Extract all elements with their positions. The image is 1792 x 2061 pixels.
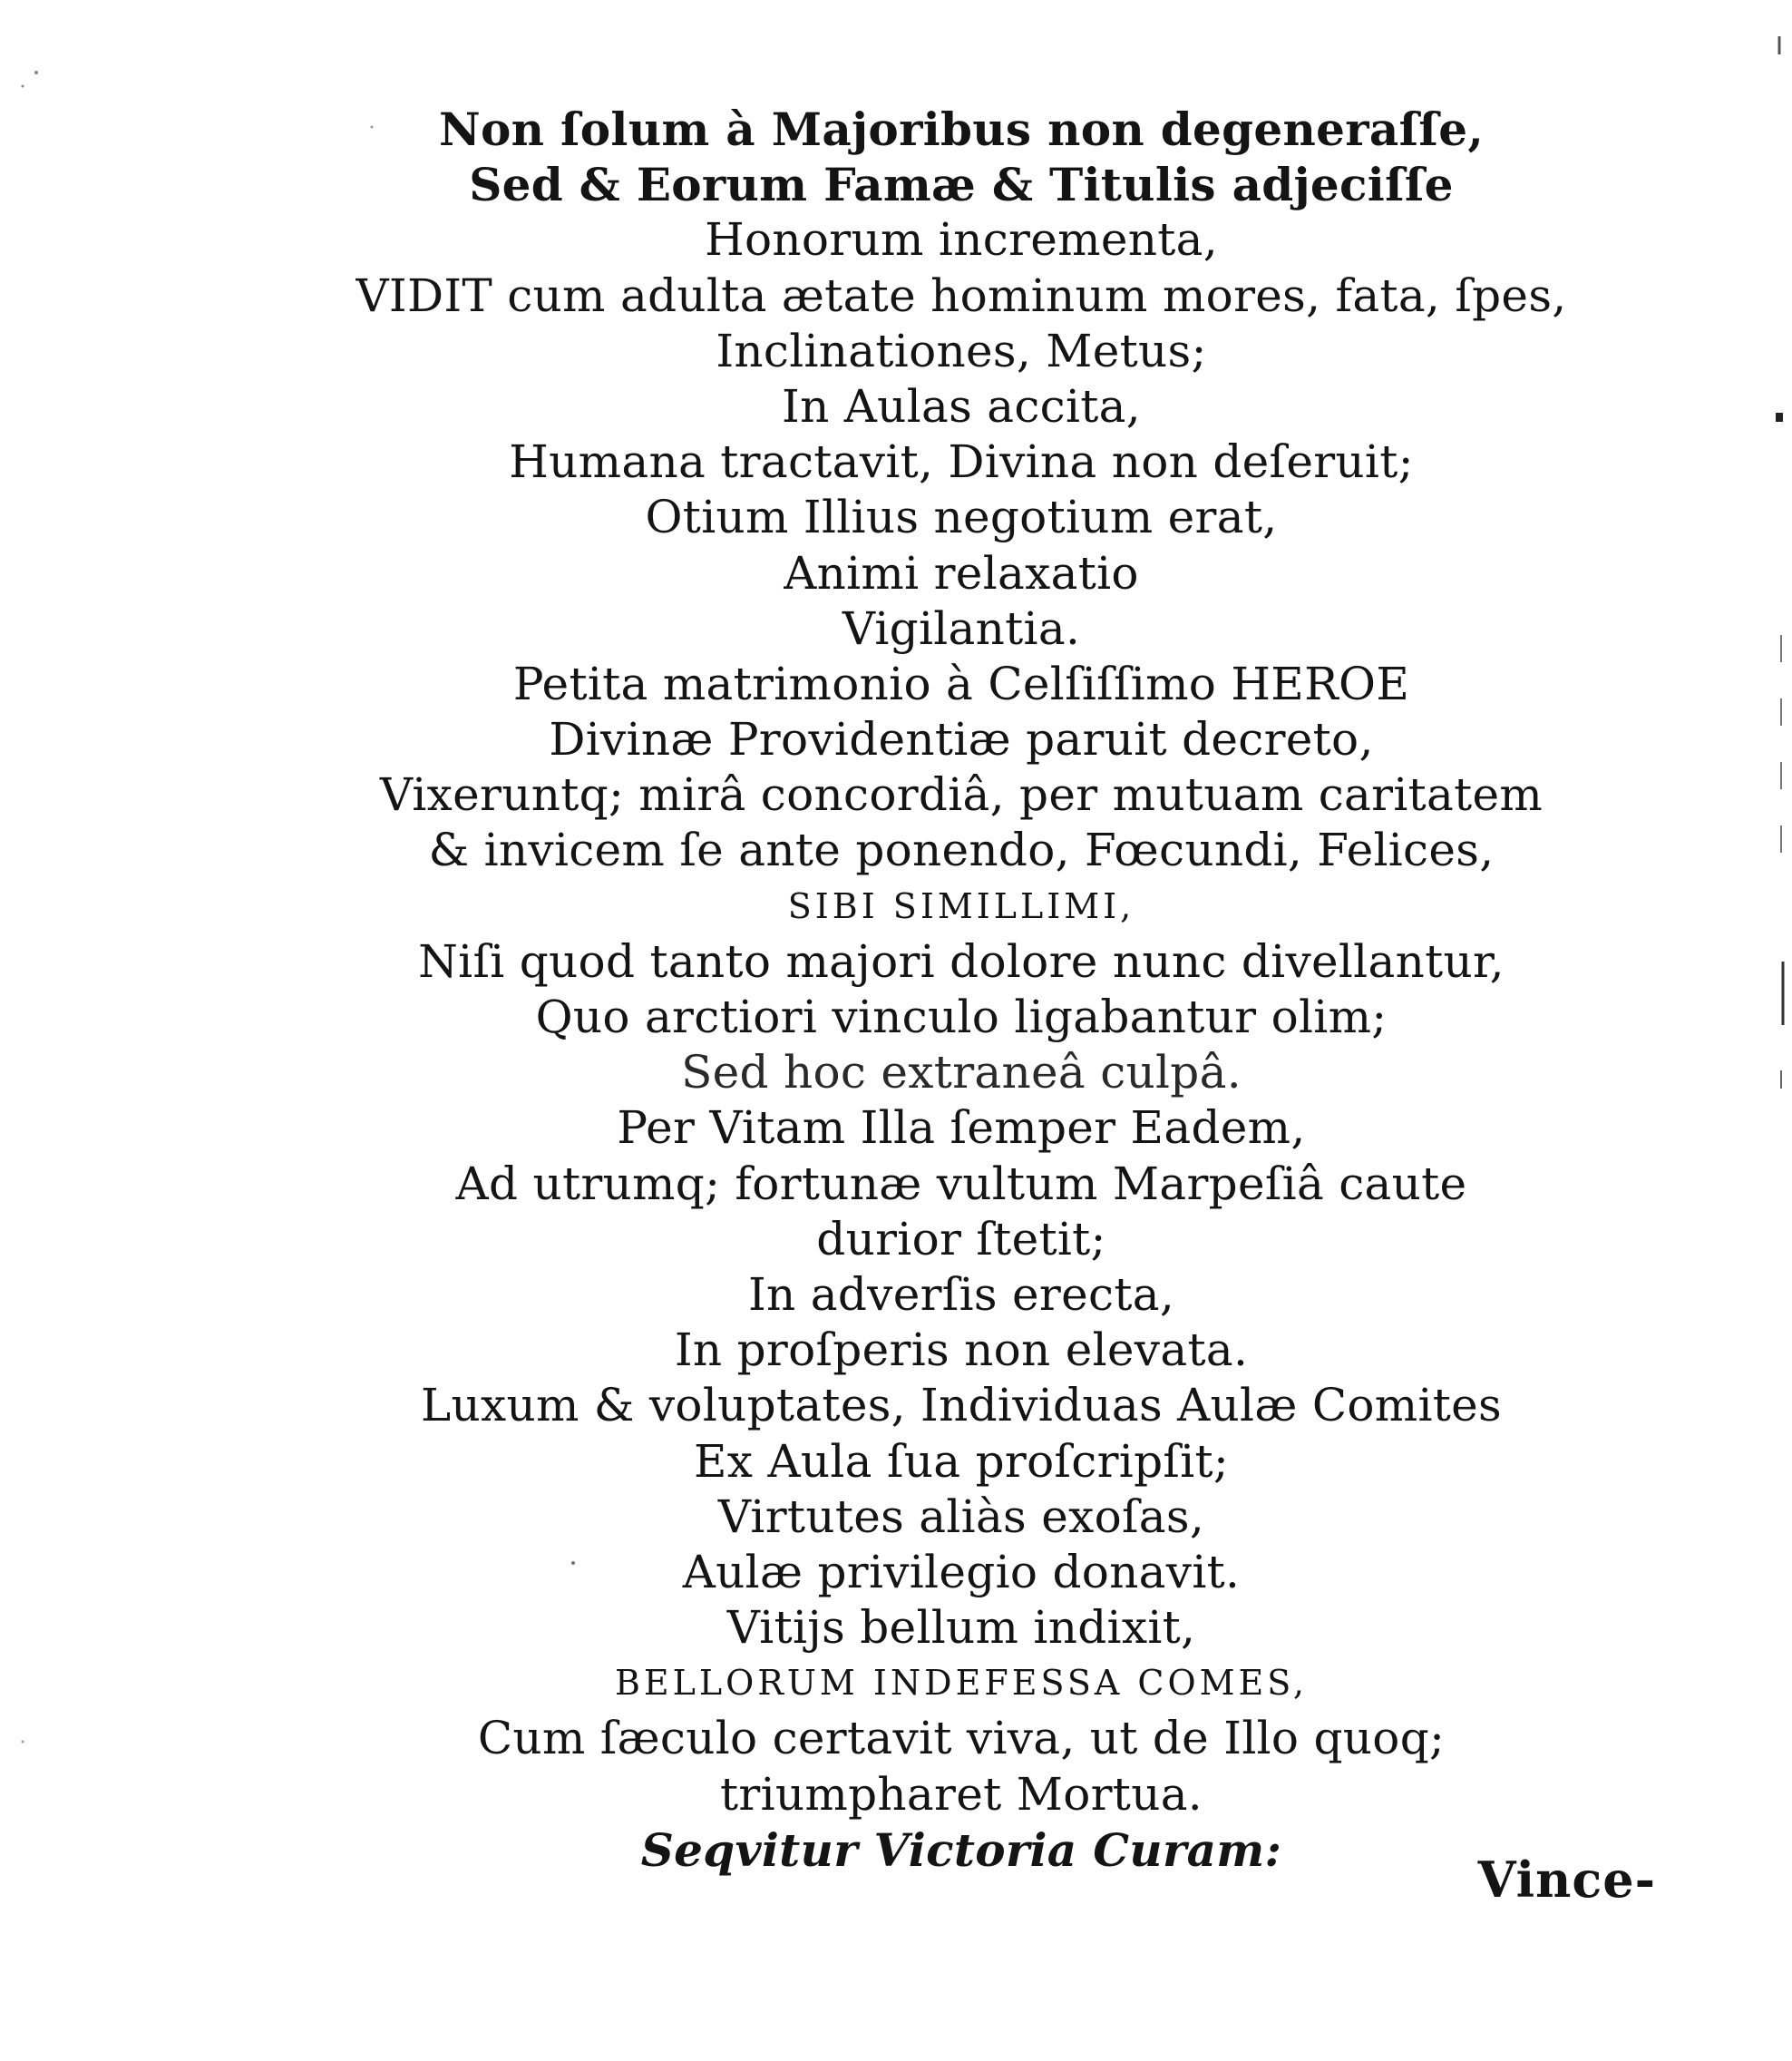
- verse-text-block: [345, 102, 1578, 1878]
- text-line: Sed hoc extraneâ culpâ.: [681, 1046, 1242, 1099]
- text-line: Otium Illius negotium erat,: [645, 491, 1278, 544]
- text-line: Petita matrimonio à Celſiſſimo HEROE: [512, 657, 1410, 710]
- text-line: durior ſtetit;: [816, 1212, 1106, 1265]
- text-line: Ad utrumq; fortunæ vultum Marpeſiâ caute: [455, 1157, 1467, 1210]
- catchword: Vince-: [1477, 1851, 1656, 1909]
- text-line: In Aulas accita,: [782, 379, 1141, 433]
- text-line: Cum ſæculo certavit viva, ut de Illo quoq;: [477, 1712, 1446, 1765]
- text-line: In proſperis non elevata.: [674, 1324, 1249, 1377]
- text-line: Ex Aula ſua proſcripſit;: [693, 1434, 1230, 1488]
- text-line: VIDIT cum adulta ætate hominum mores, fata, ſpes,: [355, 269, 1567, 322]
- text-line: Aulæ privilegio donavit.: [682, 1545, 1241, 1598]
- text-line: Divinæ Providentiæ paruit decreto,: [549, 713, 1374, 767]
- text-line: Animi relaxatio: [784, 546, 1139, 600]
- text-line: Luxum & voluptates, Individuas Aulæ Comites: [420, 1379, 1503, 1432]
- text-line: Vitijs bellum indixit,: [726, 1601, 1196, 1655]
- text-line: Niſi quod tanto majori dolore nunc divellantur,: [418, 934, 1505, 988]
- text-line: Humana tractavit, Divina non deſeruit;: [509, 435, 1414, 489]
- text-line: Inclinationes, Metus;: [716, 324, 1207, 377]
- text-line: Vigilantia.: [842, 601, 1081, 655]
- text-line-motto: Seqvitur Victoria Curam:: [640, 1822, 1282, 1877]
- text-line: Non ſolum à Majoribus non degeneraſſe,: [438, 103, 1485, 156]
- text-line: Sed & Eorum Famæ & Titulis adjeciſſe: [469, 158, 1454, 212]
- text-line: Per Vitam Illa ſemper Eadem,: [617, 1101, 1306, 1155]
- text-line: Honorum incrementa,: [705, 213, 1218, 267]
- text-line: Vixeruntq; mirâ concordiâ, per mutuam caritatem: [379, 768, 1544, 822]
- text-line: BELLORUM INDEFESSA COMES,: [614, 1663, 1309, 1704]
- text-line: SIBI SIMILLIMI,: [787, 885, 1135, 926]
- text-line: triumpharet Mortua.: [720, 1767, 1203, 1821]
- text-line: In adverſis erecta,: [747, 1267, 1175, 1321]
- text-line: & invicem ſe ante ponendo, Fœcundi, Felices,: [428, 824, 1495, 877]
- text-line: Quo arctiori vinculo ligabantur olim;: [535, 991, 1388, 1043]
- text-line: Virtutes aliàs exoſas,: [717, 1490, 1205, 1543]
